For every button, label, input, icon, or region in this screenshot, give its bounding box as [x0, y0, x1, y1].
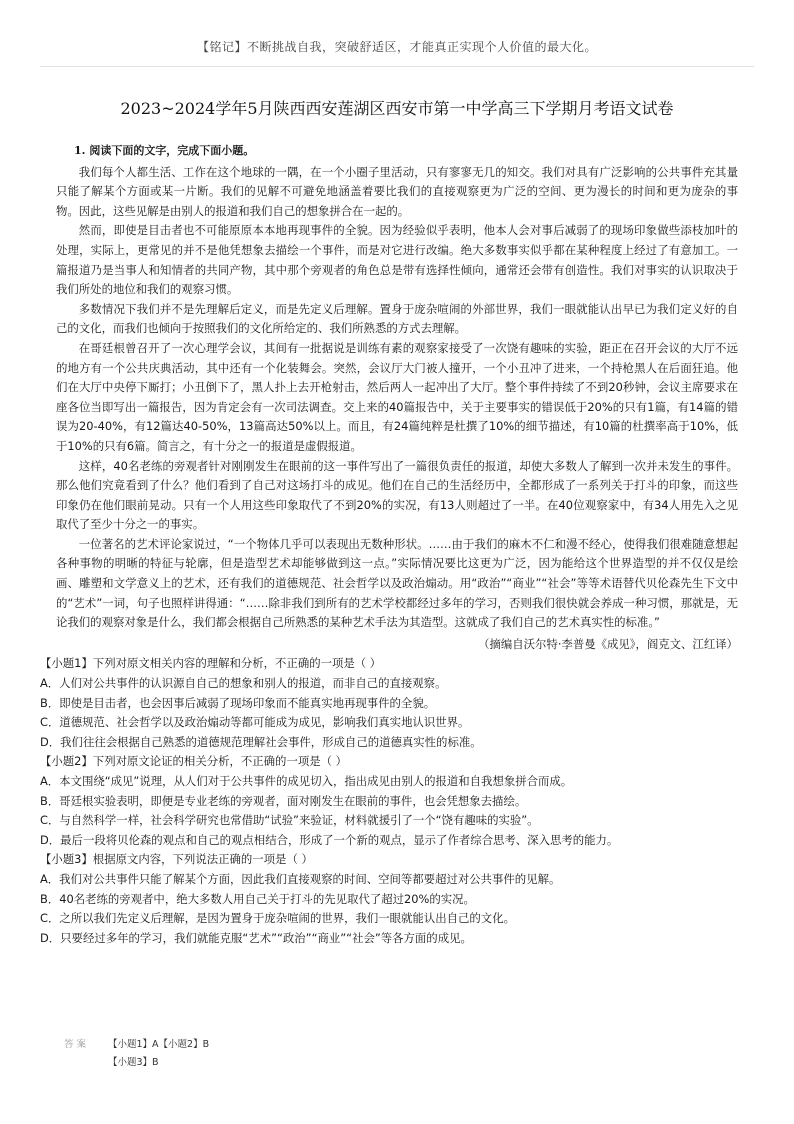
- option-d: D．我们往往会根据自己熟悉的道德规范理解社会事件，形成自己的道德真实性的标准。: [40, 734, 482, 749]
- motto-banner: 【铭记】不断挑战自我，突破舒适区，才能真正实现个人价值的最大化。: [196, 40, 597, 54]
- answer-line: 【小题1】A【小题2】B: [108, 1039, 210, 1050]
- option-b: B．哥廷根实验表明，即便是专业老练的旁观者，面对刚发生在眼前的事件，也会凭想象去描绘。: [40, 793, 527, 808]
- question-heading: 1. 阅读下面的文字，完成下面小题。: [74, 144, 255, 157]
- passage-paragraph: 这样，40名老练的旁观者针对刚刚发生在眼前的这一事件写出了一篇很负责任的报道，却使大多数人了解到一次并未发生的事件。那么他们究竟看到了什么？他们看到了自己对这场打斗的成见。他们在自己的生活经历中，全都形成了一系列关于打斗的印象，而这些印象仍在他们眼前晃动。只有一个人用这些印象取代了不到20%的实况，有13人则超过了一半。在40位观察家中，有34人用先入之见取代了至少十分之一的事实。: [56, 458, 738, 532]
- answer-label: 答 案: [64, 1039, 87, 1050]
- passage-source: （摘编自沃尔特·李普曼《成见》，阎克文、江红译）: [478, 636, 738, 651]
- passage-paragraph: 我们每个人都生活、工作在这个地球的一隅，在一个小圈子里活动，只有寥寥无几的知交。我们对具有广泛影响的公共事件充其量只能了解某个方面或某一片断。我们的见解不可避免地涵盖着要比我们的直接观察更为广泛的空间、更为漫长的时间和更为庞杂的事物。因此，这些见解是由别人的报道和我们自己的想象拼合在一起的。: [56, 164, 738, 218]
- passage-paragraph: 多数情况下我们并不是先理解后定义，而是先定义后理解。置身于庞杂喧闹的外部世界，我们一眼就能认出早已为我们定义好的自己的文化，而我们也倾向于按照我们的文化所给定的、我们所熟悉的方式去理解。: [56, 301, 738, 336]
- page-title: 2023~2024学年5月陕西西安莲湖区西安市第一中学高三下学期月考语文试卷: [120, 99, 674, 118]
- option-b: B．40名老练的旁观者中，绝大多数人用自己关于打斗的先见取代了超过20%的实况。: [40, 891, 475, 906]
- option-c: C．之所以我们先定义后理解，是因为置身于庞杂喧闹的世界，我们一眼就能认出自己的文化。: [40, 911, 515, 926]
- option-c: C．与自然科学一样，社会科学研究也常借助“试验”来验证，材料就援引了一个“饶有趣味的实验”。: [40, 813, 539, 828]
- option-c: C．道德规范、社会哲学以及政治煽动等都可能成为成见，影响我们真实地认识世界。: [40, 715, 470, 730]
- subquestion-stem: 【小题3】根据原文内容，下列说法正确的一项是（ ）: [40, 852, 313, 867]
- passage-paragraph: 在哥廷根曾召开了一次心理学会议，其间有一批据说是训练有素的观察家接受了一次饶有趣味的实验，距正在召开会议的大厅不远的地方有一个公共庆典活动，其中还有一个化装舞会。突然，会议厅大门被人撞开，一个小丑冲了进来，一个持枪黑人在后面狂追。他们在大厅中央停下厮打；小丑倒下了，黑人扑上去开枪射击，然后两人一起冲出了大厅。整个事件持续了不到20秒钟，会议主席要求在座各位当即写出一篇报告，因为肯定会有一次司法调查。交上来的40篇报告中，关于主要事实的错误低于20%的只有1篇，有14篇的错误为20-40%，有12篇达40-50%，13篇高达50%以上。而且，有24篇纯粹是杜撰了10%的细节描述，有10篇的杜撰率高于10%，低于10%的只有6篇。简言之，有十分之一的报道是虚假报道。: [56, 340, 738, 453]
- option-b: B．即使是目击者，也会因事后减弱了现场印象而不能真实地再现事件的全貌。: [40, 695, 436, 710]
- option-a: A．人们对公共事件的认识源自自己的想象和别人的报道，而非自己的直接观察。: [40, 676, 447, 691]
- subquestion-stem: 【小题1】下列对原文相关内容的理解和分析，不正确的一项是（ ）: [40, 656, 382, 671]
- option-d: D．最后一段将贝伦森的观点和自己的观点相结合，形成了一个新的观点，显示了作者综合思考、深入思考的能力。: [40, 832, 619, 847]
- subquestion-2: [40, 752, 738, 850]
- option-a: A．我们对公共事件只能了解某个方面，因此我们直接观察的时间、空间等都要超过对公共事件的见解。: [40, 871, 561, 886]
- subquestion-1: [40, 654, 738, 752]
- answer-line: 【小题3】B: [108, 1057, 159, 1068]
- answer-key: [64, 1036, 209, 1072]
- passage-paragraph: 然而，即使是目击者也不可能原原本本地再现事件的全貌。因为经验似乎表明，他本人会对事后减弱了的现场印象做些添枝加叶的处理，实际上，更常见的并不是他凭想象去描绘一个事件，而是对它进行改编。绝大多数事实似乎都在某种程度上经过了有意加工。一篇报道乃是当事人和知情者的共同产物，其中那个旁观者的角色总是带有选择性倾向，通常还会带有创造性。我们对事实的认识取决于我们所处的地位和我们的观察习惯。: [56, 223, 738, 297]
- passage-paragraph: 一位著名的艺术评论家说过，“一个物体几乎可以表现出无数种形状。……由于我们的麻木不仁和漫不经心，使得我们很难随意想起各种事物的明晰的特征与轮廓，但是造型艺术却能够做到这一点。”实际情况要比这更为广泛，因为能给这个世界造型的并不仅仅是绘画、雕塑和文学意义上的艺术，还有我们的道德规范、社会哲学以及政治煽动。用“政治”“商业”“社会”等等术语替代贝伦森先生下文中的“艺术”一词，句子也照样讲得通：“……除非我们到所有的艺术学校都经过多年的学习，否则我们很快就会养成一种习惯，那就是，无论我们的观察对象是什么，我们都会根据自己所熟悉的某种艺术手法为其造型。这就成了我们自己的艺术真实性的标准。”: [56, 536, 738, 630]
- question-body: [40, 141, 738, 948]
- header-divider: [40, 66, 754, 67]
- subquestion-stem: 【小题2】下列对原文论证的相关分析，不正确的一项是（ ）: [40, 754, 348, 769]
- option-d: D．只要经过多年的学习，我们就能克服“艺术”“政治”“商业”“社会”等各方面的成见。: [40, 930, 472, 945]
- subquestion-3: [40, 850, 738, 948]
- option-a: A．本文围绕“成见”说理，从人们对于公共事件的成见切入，指出成见由别人的报道和自我想象拼合而成。: [40, 774, 573, 788]
